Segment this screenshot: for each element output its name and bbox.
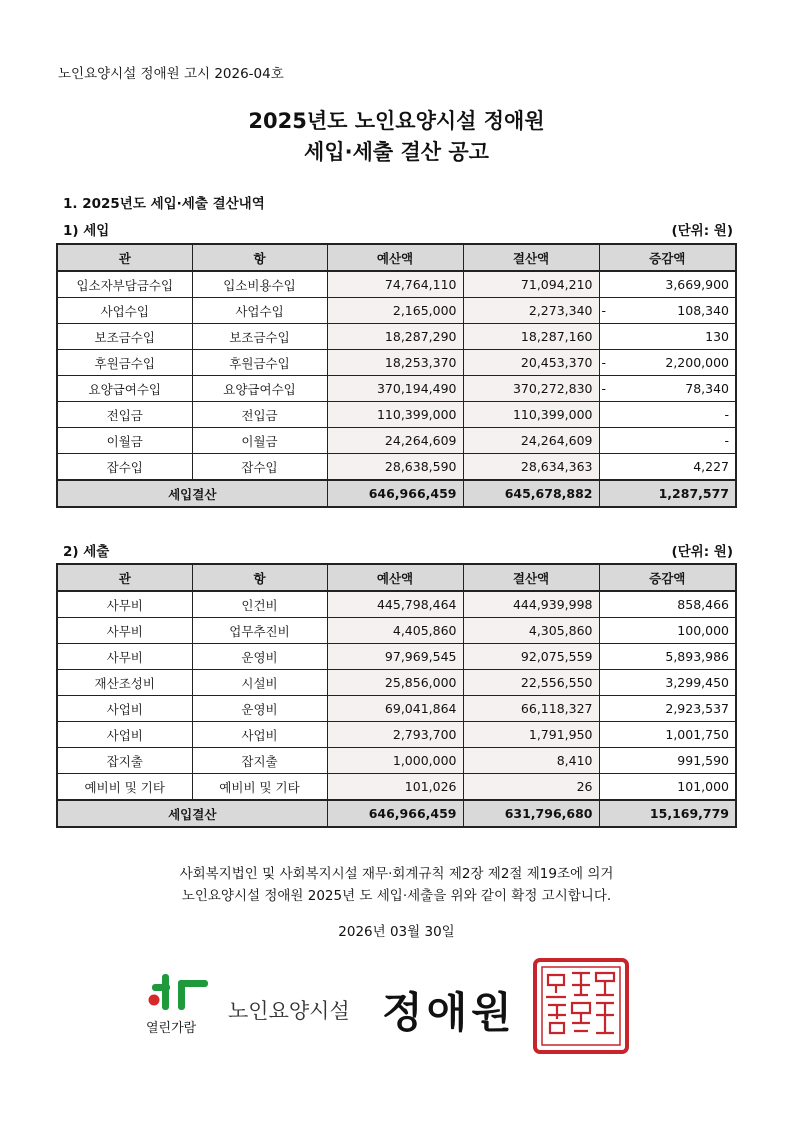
cell-budget: 101,026 [327, 774, 463, 801]
diff-value: 2,200,000 [665, 355, 729, 370]
negative-sign: - [601, 303, 607, 318]
cell-budget: 18,253,370 [327, 350, 463, 376]
cell-hang: 잡수입 [192, 454, 327, 481]
column-header: 증감액 [599, 244, 736, 271]
footer-legal-line1: 사회복지법인 및 사회복지시설 재무·회계규칙 제2장 제2절 제19조에 의거 [179, 866, 614, 882]
table-row [57, 402, 736, 428]
cell-budget: 4,405,860 [327, 618, 463, 644]
cell-hang: 사업수입 [192, 298, 327, 324]
cell-gwan: 잡지출 [57, 748, 192, 774]
cell-settled: 2,273,340 [463, 298, 599, 324]
cell-settled: 71,094,210 [463, 271, 599, 298]
cell-hang: 운영비 [192, 644, 327, 670]
cell-hang: 인건비 [192, 591, 327, 618]
cell-budget: 2,793,700 [327, 722, 463, 748]
cell-hang: 사업비 [192, 722, 327, 748]
cell-hang: 운영비 [192, 696, 327, 722]
cell-settled: 18,287,160 [463, 324, 599, 350]
table-row [57, 670, 736, 696]
organization-name: 열린가람 [146, 1021, 197, 1036]
cell-gwan: 사업비 [57, 696, 192, 722]
cell-diff [599, 376, 736, 402]
table-row [57, 618, 736, 644]
expenditure-table [56, 563, 737, 828]
section-title: 1. 2025년도 세입·세출 결산내역 [63, 196, 265, 212]
total-row [57, 480, 736, 507]
facility-name: 정애원 [382, 988, 516, 1037]
cell-budget: 370,194,490 [327, 376, 463, 402]
cell-diff [599, 350, 736, 376]
column-header: 항 [192, 564, 327, 591]
table-row [57, 428, 736, 454]
cell-diff [599, 696, 736, 722]
cell-diff [599, 402, 736, 428]
cell-hang: 후원금수입 [192, 350, 327, 376]
cell-diff [599, 670, 736, 696]
table-row [57, 696, 736, 722]
total-label: 세입결산 [57, 480, 327, 507]
diff-value: 991,590 [677, 753, 729, 768]
revenue-table [56, 243, 737, 508]
diff-value: 5,893,986 [665, 649, 729, 664]
cell-gwan: 이월금 [57, 428, 192, 454]
table-row [57, 376, 736, 402]
cell-settled: 370,272,830 [463, 376, 599, 402]
cell-budget: 445,798,464 [327, 591, 463, 618]
diff-value: 3,299,450 [665, 675, 729, 690]
cell-settled: 28,634,363 [463, 454, 599, 481]
diff-value: 858,466 [677, 597, 729, 612]
cell-settled: 444,939,998 [463, 591, 599, 618]
cell-hang: 업무추진비 [192, 618, 327, 644]
total-diff: 1,287,577 [599, 480, 736, 507]
cell-gwan: 보조금수입 [57, 324, 192, 350]
diff-value: 100,000 [677, 623, 729, 638]
table-row [57, 748, 736, 774]
diff-value: 101,000 [677, 779, 729, 794]
table-row [57, 271, 736, 298]
diff-value: 3,669,900 [665, 277, 729, 292]
total-diff: 15,169,779 [599, 800, 736, 827]
organization-logo-icon [148, 972, 218, 1014]
table-header-row [57, 564, 736, 591]
diff-value: 4,227 [693, 459, 729, 474]
total-settled: 645,678,882 [463, 480, 599, 507]
cell-hang: 예비비 및 기타 [192, 774, 327, 801]
cell-settled: 4,305,860 [463, 618, 599, 644]
diff-value: - [724, 433, 729, 448]
table-row [57, 591, 736, 618]
diff-value: 78,340 [685, 381, 729, 396]
column-header: 결산액 [463, 244, 599, 271]
column-header: 예산액 [327, 244, 463, 271]
cell-diff [599, 428, 736, 454]
table-row [57, 774, 736, 801]
total-label: 세입결산 [57, 800, 327, 827]
cell-settled: 24,264,609 [463, 428, 599, 454]
table-row [57, 644, 736, 670]
page-title-line1: 2025년도 노인요양시설 정애원 [248, 109, 545, 133]
notice-number: 노인요양시설 정애원 고시 2026-04호 [58, 66, 284, 82]
diff-value: - [724, 407, 729, 422]
cell-budget: 25,856,000 [327, 670, 463, 696]
cell-hang: 이월금 [192, 428, 327, 454]
cell-gwan: 잡수입 [57, 454, 192, 481]
table-header-row [57, 244, 736, 271]
cell-budget: 110,399,000 [327, 402, 463, 428]
cell-settled: 110,399,000 [463, 402, 599, 428]
table-row [57, 454, 736, 481]
diff-value: 130 [705, 329, 729, 344]
page-title-line2: 세입·세출 결산 공고 [304, 140, 489, 164]
cell-budget: 69,041,864 [327, 696, 463, 722]
cell-gwan: 재산조성비 [57, 670, 192, 696]
cell-budget: 97,969,545 [327, 644, 463, 670]
table-row [57, 324, 736, 350]
cell-diff [599, 722, 736, 748]
cell-gwan: 후원금수입 [57, 350, 192, 376]
cell-diff [599, 298, 736, 324]
column-header: 관 [57, 244, 192, 271]
total-settled: 631,796,680 [463, 800, 599, 827]
cell-diff [599, 591, 736, 618]
cell-budget: 24,264,609 [327, 428, 463, 454]
table-row [57, 298, 736, 324]
table-row [57, 722, 736, 748]
diff-value: 1,001,750 [665, 727, 729, 742]
cell-diff [599, 748, 736, 774]
official-seal-icon [532, 957, 630, 1055]
cell-diff [599, 644, 736, 670]
revenue-unit: (단위: 원) [671, 223, 733, 239]
column-header: 항 [192, 244, 327, 271]
cell-settled: 26 [463, 774, 599, 801]
cell-hang: 전입금 [192, 402, 327, 428]
cell-gwan: 사무비 [57, 618, 192, 644]
diff-value: 108,340 [677, 303, 729, 318]
cell-gwan: 예비비 및 기타 [57, 774, 192, 801]
cell-budget: 18,287,290 [327, 324, 463, 350]
revenue-table-heading [63, 219, 733, 239]
total-budget: 646,966,459 [327, 480, 463, 507]
cell-gwan: 전입금 [57, 402, 192, 428]
expenditure-unit: (단위: 원) [671, 544, 733, 560]
diff-value: 2,923,537 [665, 701, 729, 716]
negative-sign: - [601, 381, 607, 396]
cell-hang: 보조금수입 [192, 324, 327, 350]
cell-settled: 1,791,950 [463, 722, 599, 748]
column-header: 결산액 [463, 564, 599, 591]
cell-budget: 2,165,000 [327, 298, 463, 324]
revenue-label: 1) 세입 [63, 223, 110, 239]
cell-budget: 74,764,110 [327, 271, 463, 298]
column-header: 예산액 [327, 564, 463, 591]
cell-budget: 1,000,000 [327, 748, 463, 774]
table-row [57, 350, 736, 376]
cell-gwan: 사업수입 [57, 298, 192, 324]
cell-gwan: 입소자부담금수입 [57, 271, 192, 298]
cell-diff [599, 324, 736, 350]
cell-gwan: 사무비 [57, 644, 192, 670]
cell-gwan: 사업비 [57, 722, 192, 748]
cell-hang: 시설비 [192, 670, 327, 696]
negative-sign: - [601, 355, 607, 370]
footer-date: 2026년 03월 30일 [338, 924, 455, 940]
expenditure-table-heading [63, 540, 733, 560]
cell-gwan: 사무비 [57, 591, 192, 618]
cell-diff [599, 271, 736, 298]
cell-diff [599, 618, 736, 644]
column-header: 관 [57, 564, 192, 591]
column-header: 증감액 [599, 564, 736, 591]
facility-type: 노인요양시설 [228, 999, 350, 1023]
cell-hang: 입소비용수입 [192, 271, 327, 298]
cell-settled: 66,118,327 [463, 696, 599, 722]
cell-diff [599, 774, 736, 801]
expenditure-label: 2) 세출 [63, 544, 110, 560]
cell-hang: 잡지출 [192, 748, 327, 774]
cell-budget: 28,638,590 [327, 454, 463, 481]
cell-diff [599, 454, 736, 481]
total-budget: 646,966,459 [327, 800, 463, 827]
cell-settled: 20,453,370 [463, 350, 599, 376]
footer-legal-line2: 노인요양시설 정애원 2025년 도 세입·세출을 위와 같이 확정 고시합니다. [181, 888, 612, 904]
cell-settled: 92,075,559 [463, 644, 599, 670]
total-row [57, 800, 736, 827]
cell-settled: 22,556,550 [463, 670, 599, 696]
cell-gwan: 요양급여수입 [57, 376, 192, 402]
cell-settled: 8,410 [463, 748, 599, 774]
cell-hang: 요양급여수입 [192, 376, 327, 402]
